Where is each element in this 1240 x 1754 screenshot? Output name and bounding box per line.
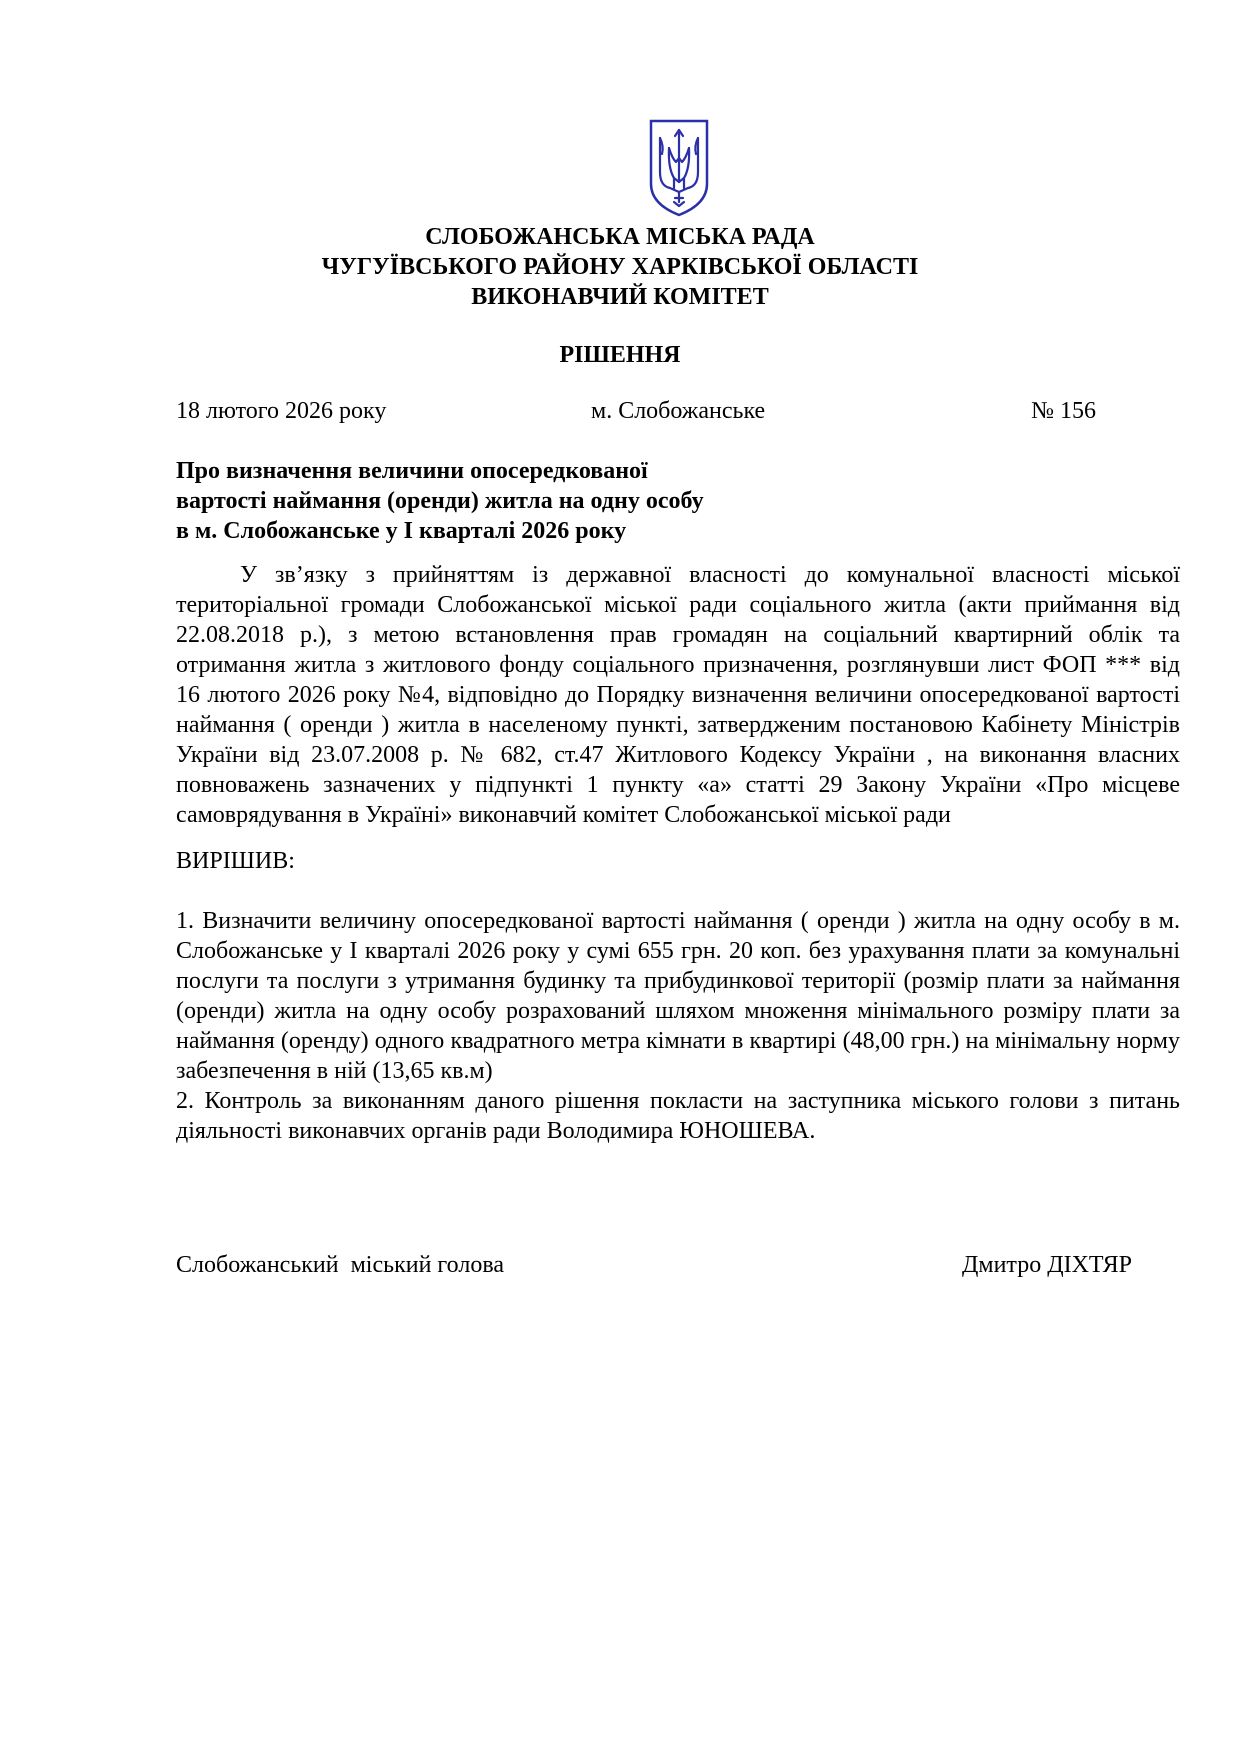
document-meta-row bbox=[176, 396, 1096, 426]
issuer-header bbox=[0, 222, 1240, 312]
subject-line: в м. Слобожанське у І кварталі 2026 року bbox=[176, 518, 627, 544]
preamble-paragraph: У зв’язку з прийняттям із державної власності до комунальної власності міської територіальної громади Слобожанської міської ради соціального житла (акти приймання від 22.08.2018 р.), з метою встановлення прав громадян на соціальний квартирний облік та отримання житла з житлового фонду соціального призначення, розглянувши лист ФОП *** від 16 лютого 2026 року №4, відповідно до Порядку визначення величини опосередкованої вартості наймання ( оренди ) житла в населеному пункті, затвердженим постановою Кабінету Міністрів України від 23.07.2008 р. № 682, ст.47 Житлового Кодексу України , на виконання власних повноважень зазначених у підпункті 1 пункту «а» статті 29 Закону України «Про місцеве самоврядування в Україні» виконавчий комітет Слобожанської міської ради bbox=[176, 562, 1180, 828]
header-council: СЛОБОЖАНСЬКА МІСЬКА РАДА bbox=[425, 224, 815, 250]
signature-block bbox=[176, 1250, 1132, 1280]
resolved-label: ВИРІШИВ: bbox=[176, 848, 295, 874]
document-type-title: РІШЕННЯ bbox=[559, 342, 681, 368]
subject-line: вартості наймання (оренди) житла на одну особу bbox=[176, 488, 704, 514]
signatory-title: Слобожанський міський голова bbox=[176, 1252, 504, 1278]
subject-line: Про визначення величини опосередкованої bbox=[176, 458, 648, 484]
signatory-name: Дмитро ДІХТЯР bbox=[962, 1252, 1132, 1278]
document-date: 18 лютого 2026 року bbox=[176, 398, 387, 424]
document-number: № 156 bbox=[1031, 398, 1096, 424]
decision-list bbox=[176, 906, 1180, 1146]
decision-item: 2. Контроль за виконанням даного рішення покласти на заступника міського голови з питань діяльності виконавчих органів ради Володимира ЮНОШЕВА. bbox=[176, 1088, 1180, 1144]
header-committee: ВИКОНАВЧИЙ КОМІТЕТ bbox=[471, 284, 769, 310]
document-subject bbox=[176, 456, 876, 546]
header-district: ЧУГУЇВСЬКОГО РАЙОНУ ХАРКІВСЬКОЇ ОБЛАСТІ bbox=[321, 254, 919, 280]
decision-item: 1. Визначити величину опосередкованої вартості наймання ( оренди ) житла на одну особу в м. Слобожанське у І кварталі 2026 року у сумі 655 грн. 20 коп. без урахування плати за комунальні послуги та послуги з утримання будинку та прибудинкової території (розмір плати за наймання (оренди) житла на одну особу розрахований шляхом множення мінімального розміру плати за наймання (оренду) одного квадратного метра кімнати в квартирі (48,00 грн.) на мінімальну норму забезпечення в ній (13,65 кв.м) bbox=[176, 908, 1180, 1084]
coat-of-arms-icon bbox=[648, 118, 710, 218]
document-city: м. Слобожанське bbox=[591, 398, 766, 424]
